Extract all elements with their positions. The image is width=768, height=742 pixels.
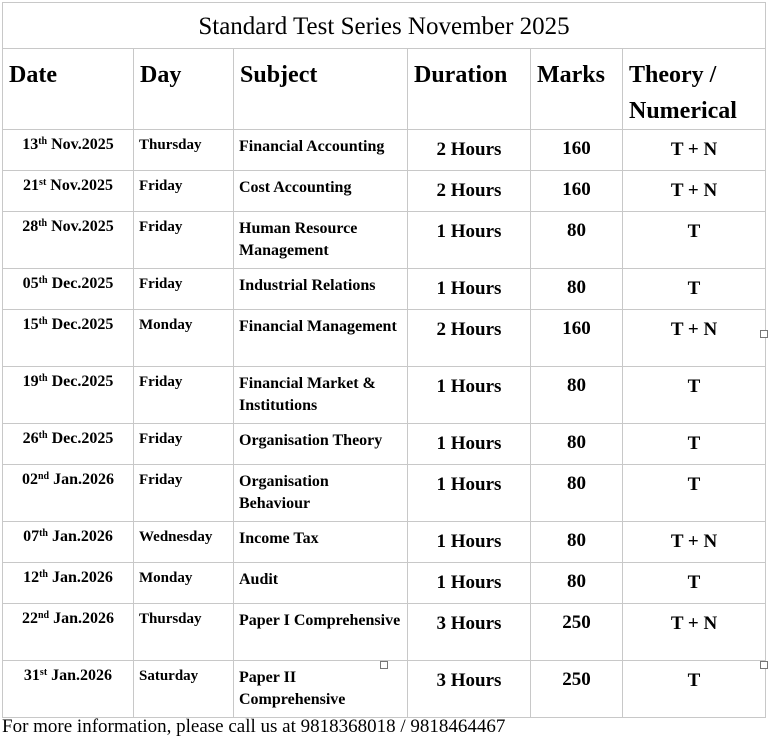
date-month-year: Jan.2026	[48, 569, 113, 586]
subject-cell: Organisation Theory	[234, 424, 408, 465]
theory-numerical-cell: T	[623, 212, 766, 269]
header-duration: Duration	[408, 49, 531, 130]
day-cell: Friday	[134, 269, 234, 310]
date-month-year: Jan.2026	[49, 610, 115, 627]
table-row	[3, 367, 766, 424]
subject-cell: Financial Accounting	[234, 130, 408, 171]
table-row	[3, 563, 766, 604]
marks-cell: 250	[531, 661, 623, 718]
date-cell	[3, 269, 134, 310]
day-cell: Friday	[134, 465, 234, 522]
date-day: 02	[21, 471, 38, 488]
date-cell	[3, 661, 134, 718]
table-row	[3, 661, 766, 718]
table-row	[3, 130, 766, 171]
date-day: 22	[21, 610, 38, 627]
table-row	[3, 310, 766, 367]
date-cell	[3, 604, 134, 661]
table-row	[3, 604, 766, 661]
subject-cell: Income Tax	[234, 522, 408, 563]
date-day: 15	[22, 316, 39, 333]
date-suffix: st	[39, 177, 47, 188]
date-suffix: th	[38, 136, 48, 147]
date-day: 12	[23, 569, 40, 586]
marks-cell: 80	[531, 212, 623, 269]
date-suffix: nd	[37, 610, 50, 621]
resize-handle-right[interactable]	[760, 330, 768, 338]
date-month-year: Nov.2025	[46, 177, 113, 194]
subject-cell: Cost Accounting	[234, 171, 408, 212]
day-cell: Thursday	[134, 130, 234, 171]
date-month-year: Jan.2026	[47, 667, 113, 684]
table-row	[3, 269, 766, 310]
header-date: Date	[3, 49, 134, 130]
duration-cell: 1 Hours	[408, 269, 531, 310]
marks-cell: 80	[531, 563, 623, 604]
date-suffix: th	[38, 218, 48, 229]
theory-numerical-cell: T + N	[623, 604, 766, 661]
subject-cell: Organisation Behaviour	[234, 465, 408, 522]
schedule-table	[2, 2, 766, 718]
theory-numerical-cell: T	[623, 367, 766, 424]
date-suffix: nd	[37, 471, 50, 482]
date-cell	[3, 522, 134, 563]
theory-numerical-cell: T + N	[623, 171, 766, 212]
subject-cell: Industrial Relations	[234, 269, 408, 310]
date-month-year: Dec.2025	[47, 275, 114, 292]
marks-cell: 160	[531, 171, 623, 212]
theory-numerical-cell: T	[623, 424, 766, 465]
day-cell: Thursday	[134, 604, 234, 661]
subject-cell: Financial Management	[234, 310, 408, 367]
date-day: 21	[23, 177, 40, 194]
date-day: 05	[22, 275, 39, 292]
table-row	[3, 465, 766, 522]
date-cell	[3, 367, 134, 424]
subject-cell: Paper II Comprehensive	[234, 661, 408, 718]
header-marks: Marks	[531, 49, 623, 130]
duration-cell: 1 Hours	[408, 522, 531, 563]
marks-cell: 80	[531, 269, 623, 310]
date-month-year: Dec.2025	[47, 373, 114, 390]
subject-cell: Audit	[234, 563, 408, 604]
marks-cell: 160	[531, 130, 623, 171]
table-row	[3, 424, 766, 465]
date-month-year: Nov.2025	[47, 218, 114, 235]
table-row	[3, 212, 766, 269]
duration-cell: 1 Hours	[408, 424, 531, 465]
duration-cell: 2 Hours	[408, 171, 531, 212]
date-cell	[3, 171, 134, 212]
theory-numerical-cell: T	[623, 269, 766, 310]
date-cell	[3, 563, 134, 604]
marks-cell: 80	[531, 522, 623, 563]
theory-numerical-cell: T + N	[623, 522, 766, 563]
header-row	[3, 49, 766, 130]
subject-cell: Human Resource Management	[234, 212, 408, 269]
table-row	[3, 171, 766, 212]
date-day: 07	[23, 528, 40, 545]
date-month-year: Nov.2025	[47, 136, 114, 153]
theory-numerical-cell: T	[623, 563, 766, 604]
date-month-year: Dec.2025	[47, 316, 114, 333]
theory-numerical-cell: T + N	[623, 310, 766, 367]
date-month-year: Jan.2026	[49, 471, 115, 488]
date-suffix: th	[38, 316, 48, 327]
date-cell	[3, 424, 134, 465]
table-row	[3, 522, 766, 563]
day-cell: Saturday	[134, 661, 234, 718]
header-subject: Subject	[234, 49, 408, 130]
date-suffix: th	[39, 569, 48, 580]
date-cell	[3, 310, 134, 367]
theory-numerical-cell: T + N	[623, 130, 766, 171]
theory-numerical-cell: T	[623, 661, 766, 718]
marks-cell: 250	[531, 604, 623, 661]
date-cell	[3, 212, 134, 269]
date-suffix: st	[39, 667, 48, 678]
marks-cell: 80	[531, 424, 623, 465]
day-cell: Wednesday	[134, 522, 234, 563]
header-theory-numerical: Theory / Numerical	[623, 49, 766, 130]
date-day: 31	[23, 667, 40, 684]
contact-info: For more information, please call us at 9818368018 / 9818464467	[2, 716, 506, 737]
date-day: 13	[22, 136, 39, 153]
duration-cell: 1 Hours	[408, 367, 531, 424]
marks-cell: 160	[531, 310, 623, 367]
duration-cell: 1 Hours	[408, 465, 531, 522]
date-month-year: Jan.2026	[48, 528, 113, 545]
duration-cell: 3 Hours	[408, 661, 531, 718]
duration-cell: 1 Hours	[408, 212, 531, 269]
subject-cell: Financial Market & Institutions	[234, 367, 408, 424]
day-cell: Monday	[134, 310, 234, 367]
date-month-year: Dec.2025	[47, 430, 114, 447]
date-day: 26	[22, 430, 39, 447]
duration-cell: 1 Hours	[408, 563, 531, 604]
duration-cell: 3 Hours	[408, 604, 531, 661]
page-title: Standard Test Series November 2025	[3, 3, 766, 49]
day-cell: Friday	[134, 367, 234, 424]
date-suffix: th	[38, 275, 48, 286]
marks-cell: 80	[531, 465, 623, 522]
subject-cell: Paper I Comprehensive	[234, 604, 408, 661]
date-suffix: th	[38, 430, 48, 441]
marks-cell: 80	[531, 367, 623, 424]
theory-numerical-cell: T	[623, 465, 766, 522]
resize-handle-corner[interactable]	[760, 661, 768, 669]
date-day: 19	[22, 373, 39, 390]
header-day: Day	[134, 49, 234, 130]
day-cell: Friday	[134, 424, 234, 465]
day-cell: Friday	[134, 171, 234, 212]
date-suffix: th	[38, 373, 48, 384]
duration-cell: 2 Hours	[408, 310, 531, 367]
date-suffix: th	[39, 528, 48, 539]
date-day: 28	[22, 218, 39, 235]
day-cell: Monday	[134, 563, 234, 604]
duration-cell: 2 Hours	[408, 130, 531, 171]
date-cell	[3, 130, 134, 171]
date-cell	[3, 465, 134, 522]
day-cell: Friday	[134, 212, 234, 269]
resize-handle-bottom[interactable]	[380, 661, 388, 669]
